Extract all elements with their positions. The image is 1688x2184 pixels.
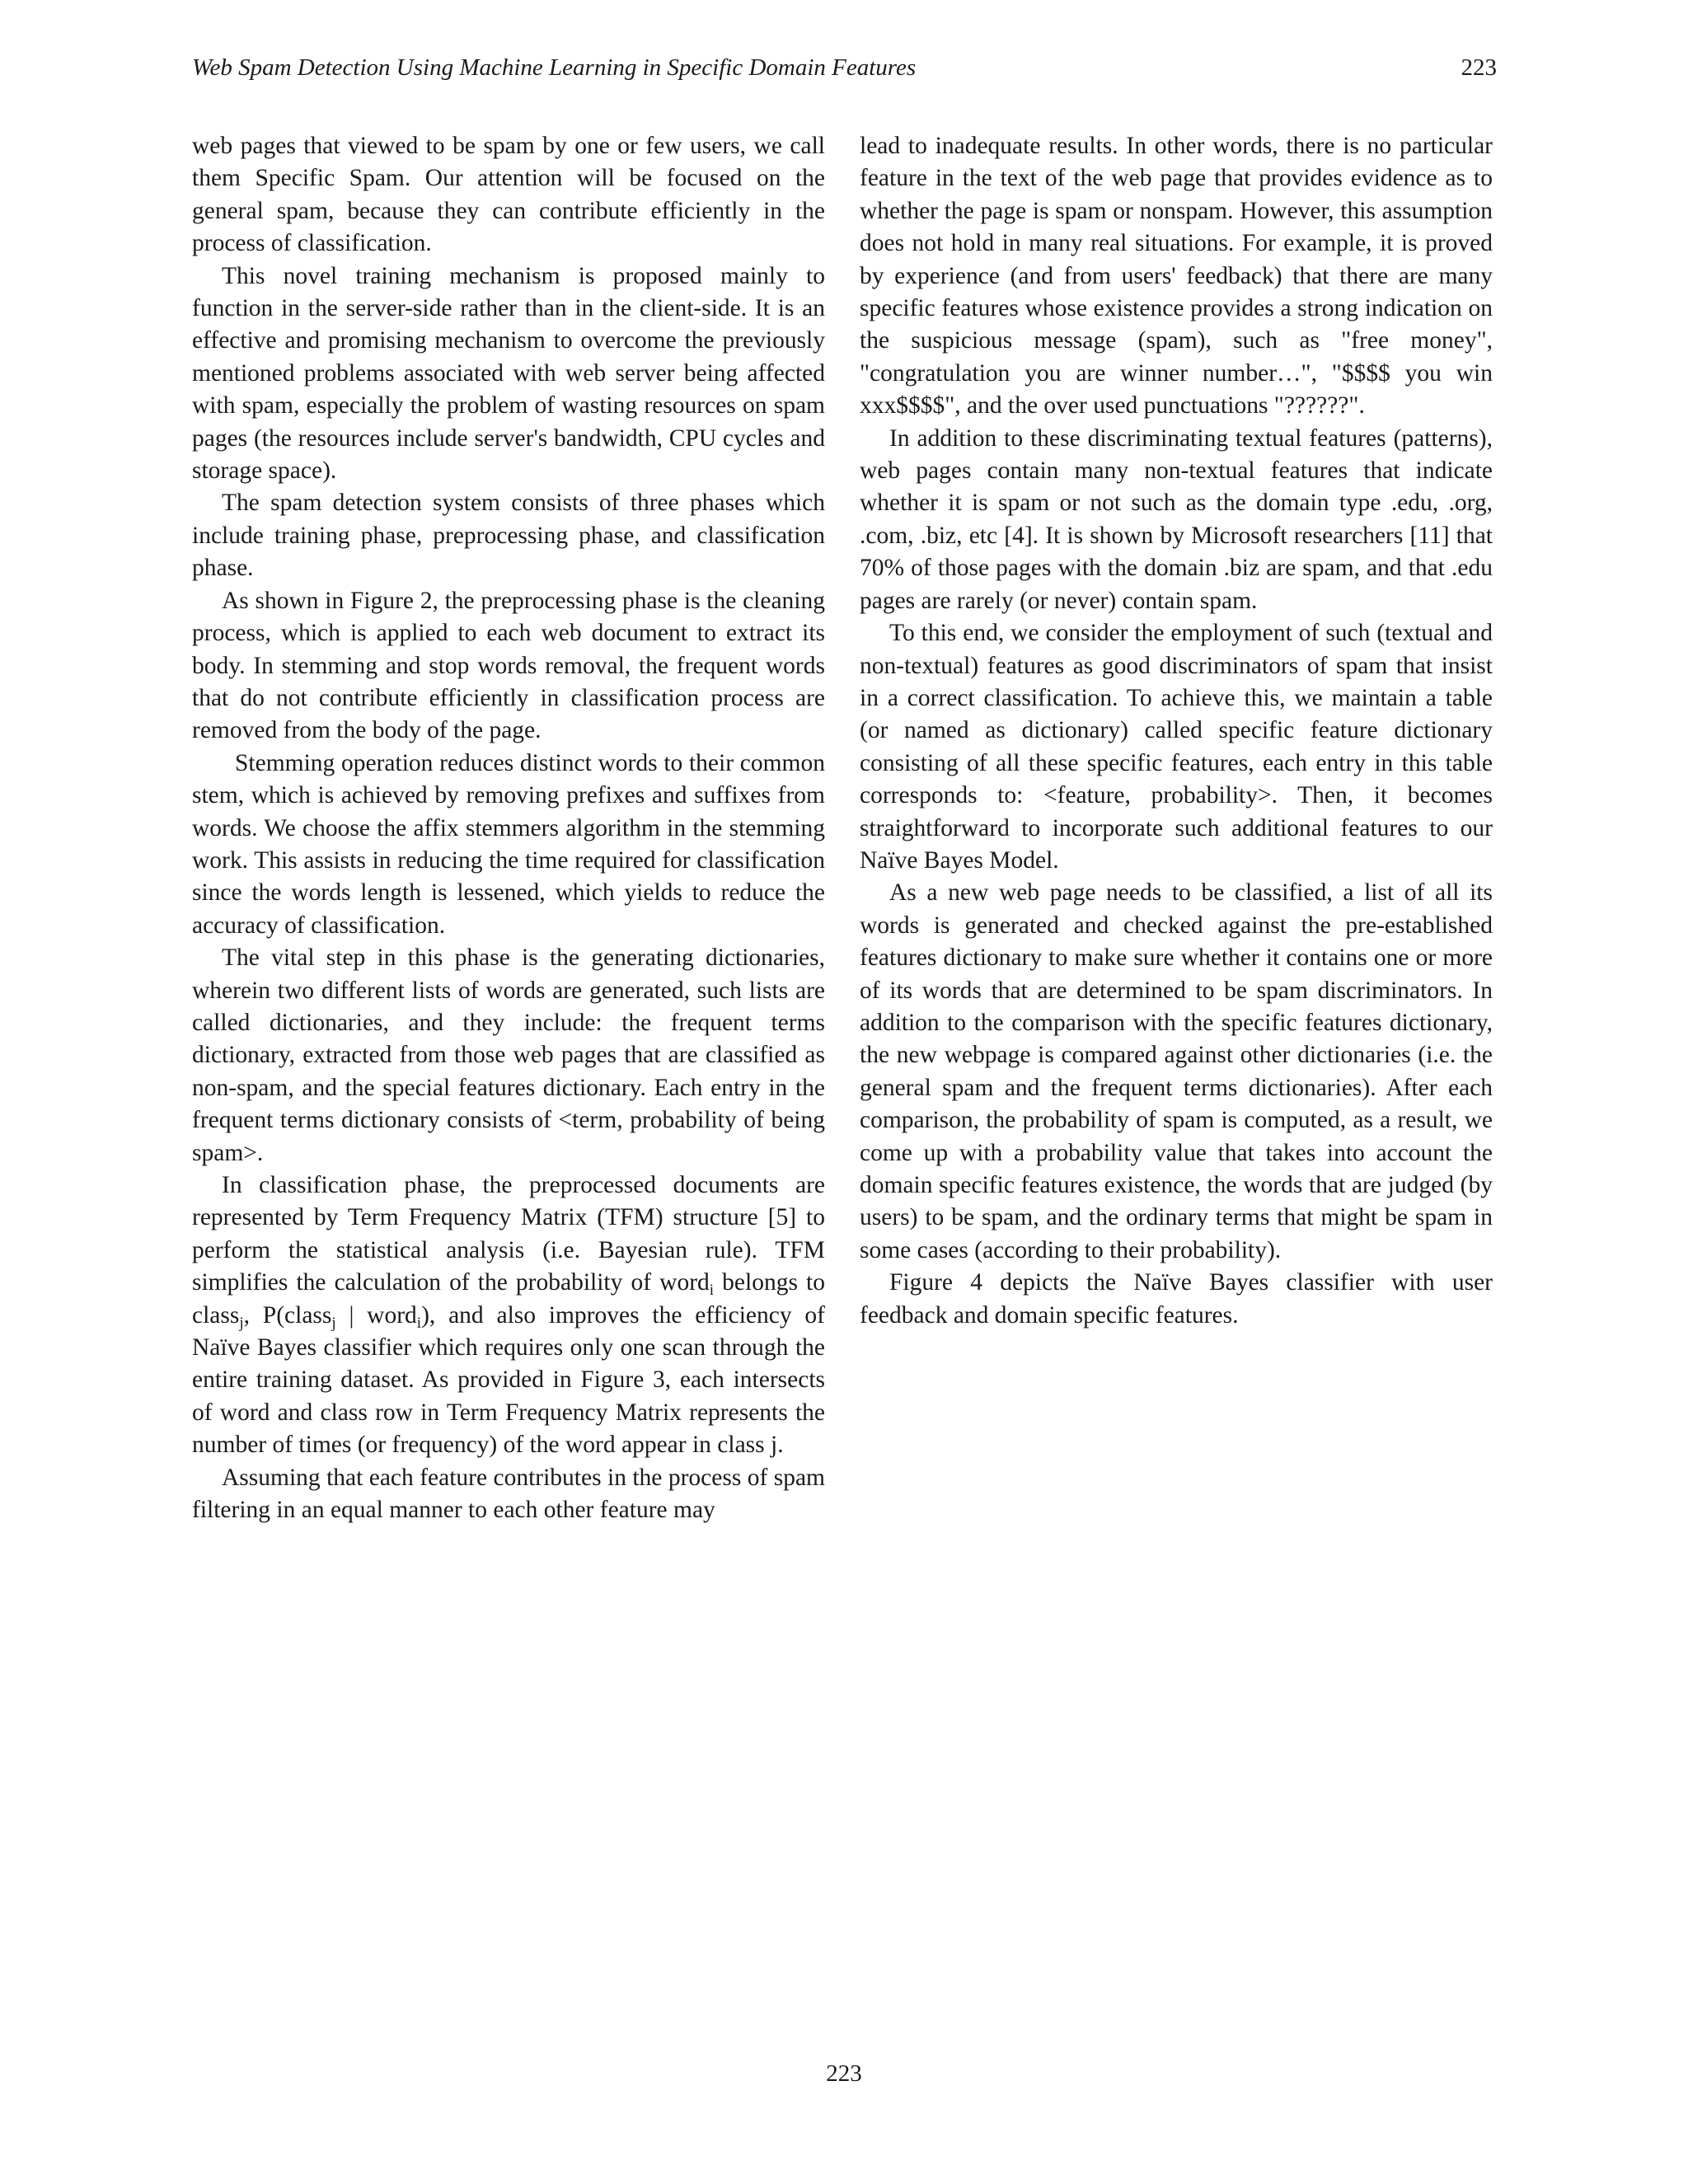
header-page-number: 223 bbox=[1461, 54, 1497, 81]
running-title: Web Spam Detection Using Machine Learning in Specific Domain Features bbox=[192, 54, 917, 81]
right-column bbox=[860, 130, 1493, 1332]
subscript: i bbox=[416, 1314, 422, 1332]
paragraph: To this end, we consider the employment of such (textual and non-textual) features as good discriminators of spam that insist in a correct classification. To achieve this, we maintain a table (or named as dictionary) called specific feature dictionary consisting of all these specific features, each entry in this table corresponds to: <feature, probability>. Then, it becomes straightforward to incorporate such additional features to our Naïve Bayes Model. bbox=[860, 620, 1493, 874]
paragraph: As a new web page needs to be classified, a list of all its words is generated and checked against the pre-established features dictionary to make sure whether it contains one or more of its words that are determined to be spam discriminators. In addition to the comparison with the specific features dictionary, the new webpage is compared against other dictionaries (i.e. the general spam and the frequent terms dictionaries). After each comparison, the probability of spam is computed, as a result, we come up with a probability value that takes into account the domain specific features existence, the words that are judged (by users) to be spam, and the ordinary terms that might be spam in some cases (according to their probability). bbox=[860, 879, 1493, 1263]
text-run: , P(class bbox=[243, 1301, 332, 1329]
paragraph: The spam detection system consists of three phases which include training phase, preprocessing phase, and classification phase. bbox=[192, 490, 825, 582]
paragraph: The vital step in this phase is the generating dictionaries, wherein two different lists of words are generated, such lists are called dictionaries, and they include: the frequent terms dictionary, extracted from those web pages that are classified as non-spam, and the special features dictionary. Each entry in the frequent terms dictionary consists of <term, probability of being spam>. bbox=[192, 944, 825, 1166]
text-run: belongs to class bbox=[192, 1269, 825, 1329]
left-column bbox=[192, 130, 825, 1526]
subscript: j bbox=[239, 1314, 244, 1332]
paragraph: web pages that viewed to be spam by one or few users, we call them Specific Spam. Our attention will be focused on the general spam, because they can contribute efficiently in the process of classification. bbox=[192, 133, 825, 257]
text-run: ), and also improves the efficiency of Naïve Bayes classifier which requires only one scan through the entire training dataset. As provided in Figure 3, each intersects of word and class row in Term Frequency Matrix represents the number of times (or frequency) of the word appear in class j. bbox=[192, 1301, 825, 1459]
text-run: In classification phase, the preprocessed documents are represented by Term Frequency Matrix (TFM) structure [5] to perform the statistical analysis (i.e. Bayesian rule). TFM simplifies the calculation of the probability of word bbox=[192, 1172, 825, 1296]
paragraph: Figure 4 depicts the Naïve Bayes classifier with user feedback and domain specific features. bbox=[860, 1269, 1493, 1329]
footer-page-number: 223 bbox=[826, 2060, 862, 2087]
paragraph: Assuming that each feature contributes in the process of spam filtering in an equal manner to each other feature may bbox=[192, 1464, 825, 1524]
running-header bbox=[192, 54, 1497, 96]
paragraph: This novel training mechanism is proposed mainly to function in the server-side rather than in the client-side. It is an effective and promising mechanism to overcome the previously mentioned problems associated with web server being affected with spam, especially the problem of wasting resources on spam pages (the resources include server's bandwidth, CPU cycles and storage space). bbox=[192, 262, 825, 485]
paragraph-tfm bbox=[192, 1169, 825, 1462]
paragraph: In addition to these discriminating textual features (patterns), web pages contain many non-textual features that indicate whether it is spam or not such as the domain type .edu, .org, .com, .biz, etc [4]. It is shown by Microsoft researchers [11] that 70% of those pages with the domain .biz are spam, and that .edu pages are rarely (or never) contain spam. bbox=[860, 424, 1493, 614]
subscript: j bbox=[331, 1314, 336, 1332]
paragraph: lead to inadequate results. In other words, there is no particular feature in the text of the web page that provides evidence as to whether the page is spam or nonspam. However, this assumption does not hold in many real situations. For example, it is proved by experience (and from users' feedback) that there are many specific features whose existence provides a strong indication on the suspicious message (spam), such as "free money", "congratulation you are winner number…", "$$$$ you win xxx$$$$", and the over used punctuations "??????". bbox=[860, 133, 1493, 419]
text-run: | word bbox=[335, 1301, 417, 1329]
paragraph: As shown in Figure 2, the preprocessing phase is the cleaning process, which is applied to each web document to extract its body. In stemming and stop words removal, the frequent words that do not contribute efficiently in classification process are removed from the body of the page. bbox=[192, 587, 825, 744]
paragraph: Stemming operation reduces distinct words to their common stem, which is achieved by removing prefixes and suffixes from words. We choose the affix stemmers algorithm in the stemming work. This assists in reducing the time required for classification since the words length is lessened, which yields to reduce the accuracy of classification. bbox=[192, 749, 825, 939]
subscript: i bbox=[709, 1282, 715, 1300]
